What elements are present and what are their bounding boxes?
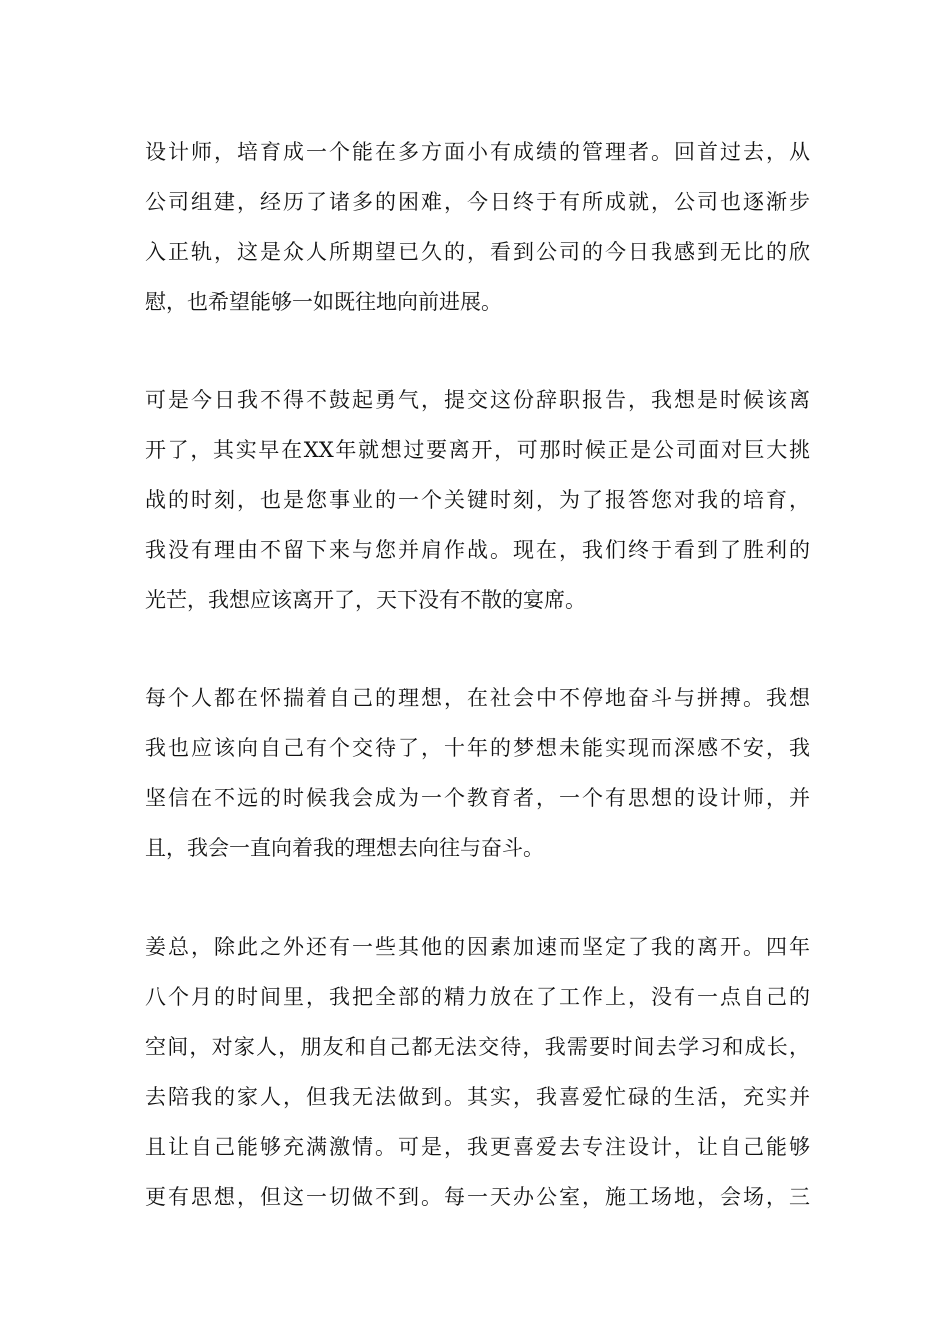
text-line: 且让自己能够充满激情。可是，我更喜爱去专注设计，让自己能够 bbox=[145, 1135, 810, 1159]
text-line: 每个人都在怀揣着自己的理想，在社会中不停地奋斗与拼搏。我想 bbox=[145, 686, 810, 710]
text-line: 可是今日我不得不鼓起勇气，提交这份辞职报告，我想是时候该离 bbox=[145, 388, 810, 412]
paragraph-4 bbox=[145, 922, 810, 1222]
text-line: 去陪我的家人，但我无法做到。其实，我喜爱忙碌的生活，充实并 bbox=[145, 1085, 810, 1109]
text-line: 光芒，我想应该离开了，天下没有不散的宴席。 bbox=[145, 588, 586, 612]
text-line: 战的时刻，也是您事业的一个关键时刻，为了报答您对我的培育， bbox=[145, 488, 810, 512]
text-line: 姜总，除此之外还有一些其他的因素加速而坚定了我的离开。四年 bbox=[145, 935, 810, 959]
paragraph-1 bbox=[145, 127, 810, 327]
text-line: 我没有理由不留下来与您并肩作战。现在，我们终于看到了胜利的 bbox=[145, 538, 810, 562]
paragraph-2 bbox=[145, 375, 810, 625]
text-line: 公司组建，经历了诸多的困难，今日终于有所成就，公司也逐渐步 bbox=[145, 190, 810, 214]
text-line: 入正轨，这是众人所期望已久的，看到公司的今日我感到无比的欣 bbox=[145, 240, 810, 264]
text-line: 慰，也希望能够一如既往地向前进展。 bbox=[145, 290, 502, 314]
text-line: 八个月的时间里，我把全部的精力放在了工作上，没有一点自己的 bbox=[145, 985, 810, 1009]
text-line: 空间，对家人，朋友和自己都无法交待，我需要时间去学习和成长， bbox=[145, 1035, 810, 1059]
text-line: 开了，其实早在XX年就想过要离开，可那时候正是公司面对巨大挑 bbox=[145, 438, 810, 462]
text-line: 设计师，培育成一个能在多方面小有成绩的管理者。回首过去，从 bbox=[145, 140, 810, 164]
text-line: 更有思想，但这一切做不到。每一天办公室，施工场地，会场，三 bbox=[145, 1185, 810, 1209]
text-line: 坚信在不远的时候我会成为一个教育者，一个有思想的设计师，并 bbox=[145, 786, 810, 810]
paragraph-3 bbox=[145, 673, 810, 873]
text-line: 我也应该向自己有个交待了，十年的梦想未能实现而深感不安，我 bbox=[145, 736, 810, 760]
text-line: 且，我会一直向着我的理想去向往与奋斗。 bbox=[145, 836, 544, 860]
